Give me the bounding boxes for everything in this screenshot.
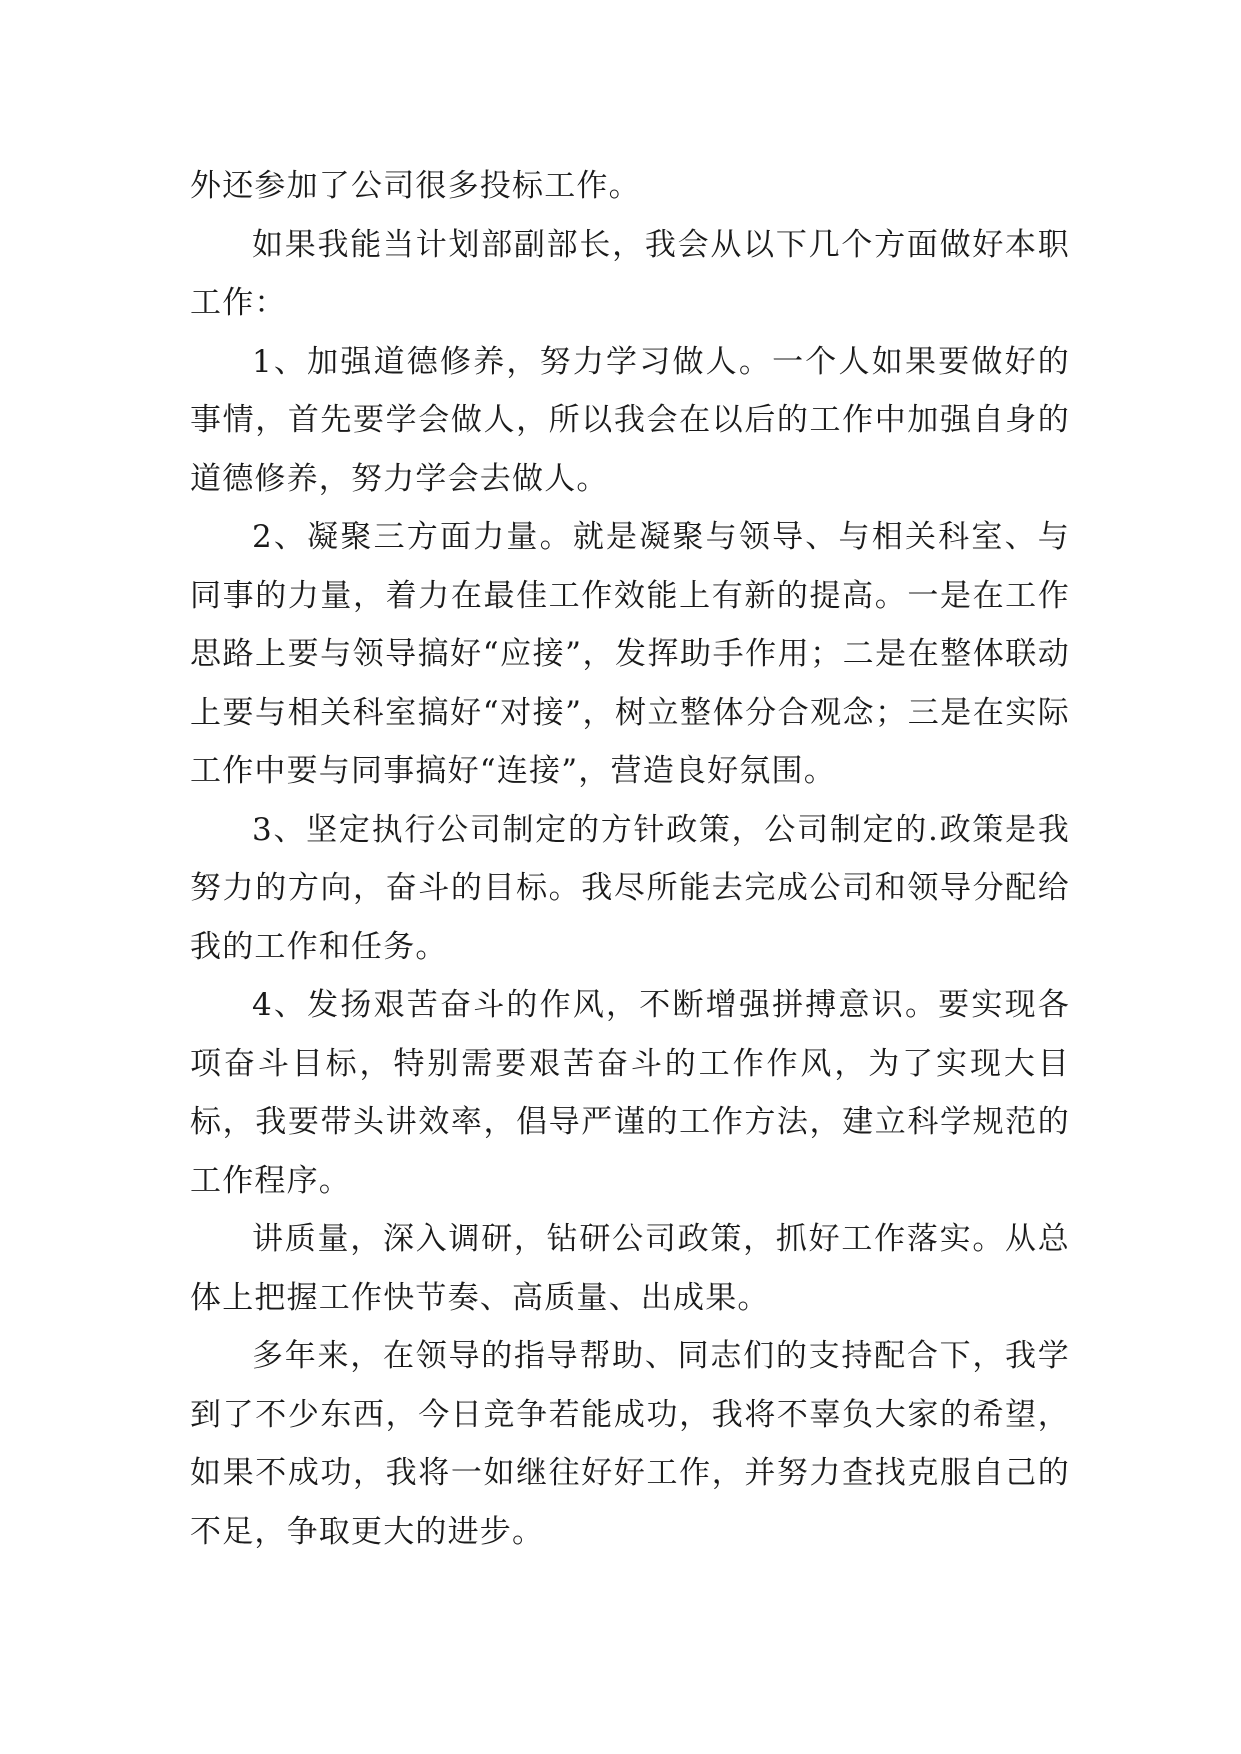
paragraph-point-3: 3、坚定执行公司制定的方针政策，公司制定的.政策是我努力的方向，奋斗的目标。我尽所能去完成公司和领导分配给我的工作和任务。	[190, 811, 1070, 965]
paragraph-point-1: 1、加强道德修养，努力学习做人。一个人如果要做好的事情，首先要学会做人，所以我会在以后的工作中加强自身的道德修养，努力学会去做人。	[190, 343, 1070, 497]
document-body	[190, 157, 1070, 1561]
paragraph-point-4: 4、发扬艰苦奋斗的作风，不断增强拼搏意识。要实现各项奋斗目标，特别需要艰苦奋斗的工作作风，为了实现大目标，我要带头讲效率，倡导严谨的工作方法，建立科学规范的工作程序。	[190, 987, 1070, 1199]
paragraph-intro: 如果我能当计划部副部长，我会从以下几个方面做好本职工作：	[190, 226, 1070, 321]
paragraph-continuation: 外还参加了公司很多投标工作。	[190, 168, 641, 204]
paragraph-point-2: 2、凝聚三方面力量。就是凝聚与领导、与相关科室、与同事的力量，着力在最佳工作效能上有新的提高。一是在工作思路上要与领导搞好“应接”，发挥助手作用；二是在整体联动上要与相关科室搞好“对接”，树立整体分合观念；三是在实际工作中要与同事搞好“连接”，营造良好氛围。	[190, 519, 1070, 789]
paragraph-quality: 讲质量，深入调研，钻研公司政策，抓好工作落实。从总体上把握工作快节奏、高质量、出成果。	[190, 1221, 1070, 1316]
paragraph-closing: 多年来，在领导的指导帮助、同志们的支持配合下，我学到了不少东西，今日竞争若能成功，我将不辜负大家的希望，如果不成功，我将一如继往好好工作，并努力查找克服自己的不足，争取更大的进步。	[190, 1338, 1070, 1550]
